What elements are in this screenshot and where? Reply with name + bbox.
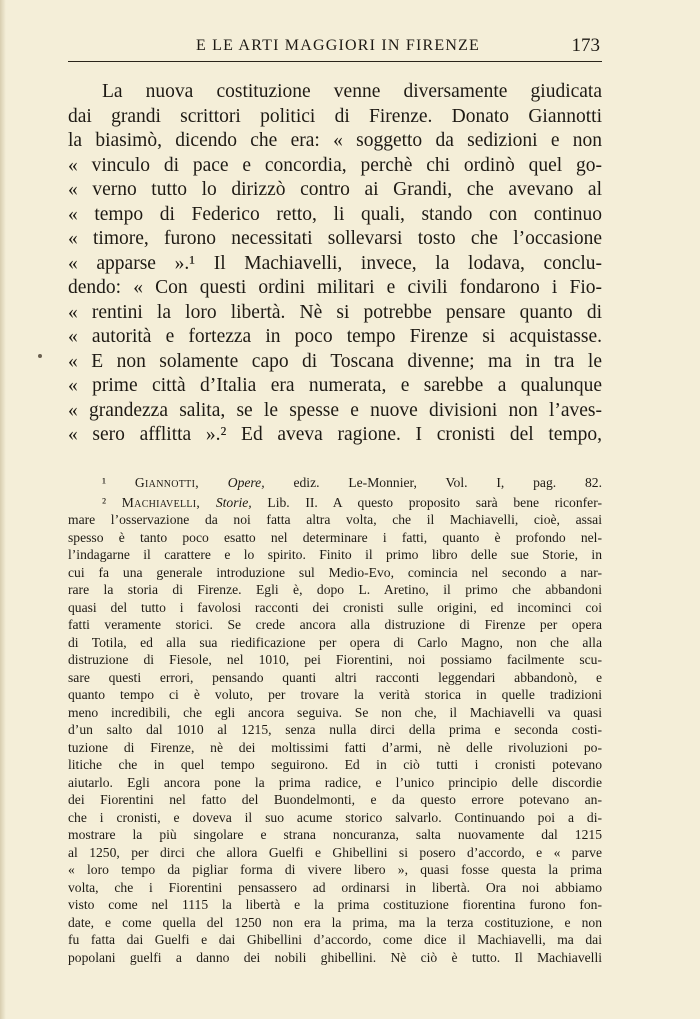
footnote-1 xyxy=(68,474,602,492)
footnote-line: volta, che i Fiorentini pensassero ad ordinarsi in libertà. Ora noi abbiamo xyxy=(68,879,602,895)
running-title: E LE ARTI MAGGIORI IN FIRENZE xyxy=(196,37,481,54)
text-line: « vinculo di pace e concordia, perchè chi ordinò quel go- xyxy=(68,154,602,176)
footnote-2-author: Machiavelli, xyxy=(121,494,201,510)
footnote-line: tuzione di Firenze, nè dei moltissimi fatti d’armi, nè delle rivoluzioni po- xyxy=(68,739,602,755)
margin-mark xyxy=(38,354,42,358)
footnote-line: spesso è tanto poco esatto nel determinare i fatti, quanto è profondo nel- xyxy=(68,529,602,545)
footnote-1-marker: ¹ xyxy=(102,475,107,490)
text-line: « rentini la loro libertà. Nè si potrebbe pensare quanto di xyxy=(68,301,602,323)
footnote-line: al 1250, per dirci che allora Guelfi e Ghibellini si posero d’accordo, e « parve xyxy=(68,844,602,860)
footnote-1-rest: ediz. Le-Monnier, Vol. I, pag. 82. xyxy=(293,475,602,490)
text-line: « autorità e fortezza in poco tempo Firenze si acquistasse. xyxy=(68,326,602,347)
text-line: « apparse ».¹ Il Machiavelli, invece, la lodava, conclu- xyxy=(68,252,602,274)
text-line: « sero afflitta ».² Ed aveva ragione. I cronisti del tempo, xyxy=(68,424,602,445)
text-line: La nuova costituzione venne diversamente giudicata xyxy=(102,81,602,102)
page-edge-shadow xyxy=(0,0,6,1019)
text-line: « tempo di Federico retto, li quali, stando con continuo xyxy=(68,203,602,225)
footnote-line: l’indagarne il carattere e lo spirito. Finito il primo libro delle sue Storie, in xyxy=(68,547,602,562)
footnote-line: che i cronisti, e doveva il suo acume storico salvarlo. Continuando poi a di- xyxy=(68,809,602,825)
footnote-1-author: Giannotti, xyxy=(134,475,199,490)
footnote-line: visto come nel 1115 la libertà e la prima costituzione fiorentina furono fon- xyxy=(68,897,602,912)
footnote-line: dei Fiorentini nel fatto del Buondelmonti, e da questo errore potevano an- xyxy=(68,792,602,807)
footnote-line: fu fatta dai Guelfi e dai Ghibellini d’accordo, come dice il Machiavelli, ma dai xyxy=(68,932,602,947)
running-head xyxy=(68,30,602,60)
text-line: « prime città d’Italia era numerata, e sarebbe a qualunque xyxy=(68,375,602,396)
footnote-line: meno incredibili, che egli ancora seguiva. Se non che, il Machiavelli va quasi xyxy=(68,704,602,720)
footnote-2-first-line-rest: Lib. II. A questo proposito sarà bene riconfer- xyxy=(267,494,602,510)
footnote-line: sare questi errori, pensando quanti altri racconti leggendari abbandonò, e xyxy=(68,669,602,685)
footnote-line: aiutarlo. Egli ancora pone la prima radice, e l’unico principio delle discordie xyxy=(68,774,602,790)
footnote-1-work: Opere, xyxy=(227,475,265,490)
header-rule xyxy=(68,61,602,62)
footnote-line: quasi del tutto i favolosi racconti dei cronisti sulle origini, ed incominci coi xyxy=(68,599,602,615)
text-line: la biasimò, dicendo che era: « soggetto da sedizioni e non xyxy=(68,130,602,151)
footnote-line: di Totila, ed alla sua riedificazione per opera di Carlo Magno, non che alla xyxy=(68,634,602,650)
footnote-line: cui fa una generale introduzione sul Medio-Evo, comincia nel secondo a nar- xyxy=(68,564,602,580)
text-line: « grandezza salita, se le spesse e nuove divisioni non l’aves- xyxy=(68,399,602,421)
footnote-line: popolani guelfi a danno dei nobili ghibellini. Nè ciò è tutto. Il Machiavelli xyxy=(68,949,602,965)
text-line: « verno tutto lo dirizzò contro ai Grandi, che avevano al xyxy=(68,179,602,200)
footnote-line: date, e come quella del 1250 non era la prima, ma la terza costituzione, e non xyxy=(68,914,602,930)
footnote-line: quanto tempo ci è voluto, per trovare la verità storica in quelle tradizioni xyxy=(68,687,602,702)
footnote-line: d’un salto dal 1010 al 1215, senza nulla dirci della prima e seconda costi- xyxy=(68,722,602,737)
footnote-2-body xyxy=(68,511,602,966)
main-text xyxy=(68,80,602,448)
footnotes xyxy=(68,474,602,966)
footnote-2-marker: ² xyxy=(102,494,107,510)
footnote-line: mostrare la più singolare e strana noncuranza, salta nuovamente dal 1215 xyxy=(68,827,602,842)
text-line: « E non solamente capo di Toscana divenne; ma in tra le xyxy=(68,350,602,372)
footnote-line: distruzione di Fiesole, nel 1010, pei Fiorentini, noi possiamo facilmente scu- xyxy=(68,652,602,667)
footnote-line: « loro tempo da pigliar forma di vivere libero », quasi fosse questa la prima xyxy=(68,862,602,877)
footnote-2-first-line xyxy=(68,494,602,512)
footnote-line: mare l’osservazione da noi fatta altra volta, che il Machiavelli, cioè, assai xyxy=(68,512,602,527)
footnote-line: litiche che in quel tempo seguirono. Ed in ciò tutti i cronisti potevano xyxy=(68,757,602,772)
footnote-line: fatti veramente storici. Se crede ancora alla distruzione di Firenze per opera xyxy=(68,617,602,632)
footnote-line: rare la storia di Firenze. Egli è, dopo L. Aretino, il primo che abbandoni xyxy=(68,582,602,597)
footnote-2-work: Storie, xyxy=(215,494,252,510)
text-line: dendo: « Con questi ordini militari e civili fondarono i Fio- xyxy=(68,277,602,298)
text-line: « timore, furono necessitati sollevarsi tosto che l’occasione xyxy=(68,228,602,249)
page-number: 173 xyxy=(571,35,600,56)
text-line: dai grandi scrittori politici di Firenze. Donato Giannotti xyxy=(68,105,602,127)
